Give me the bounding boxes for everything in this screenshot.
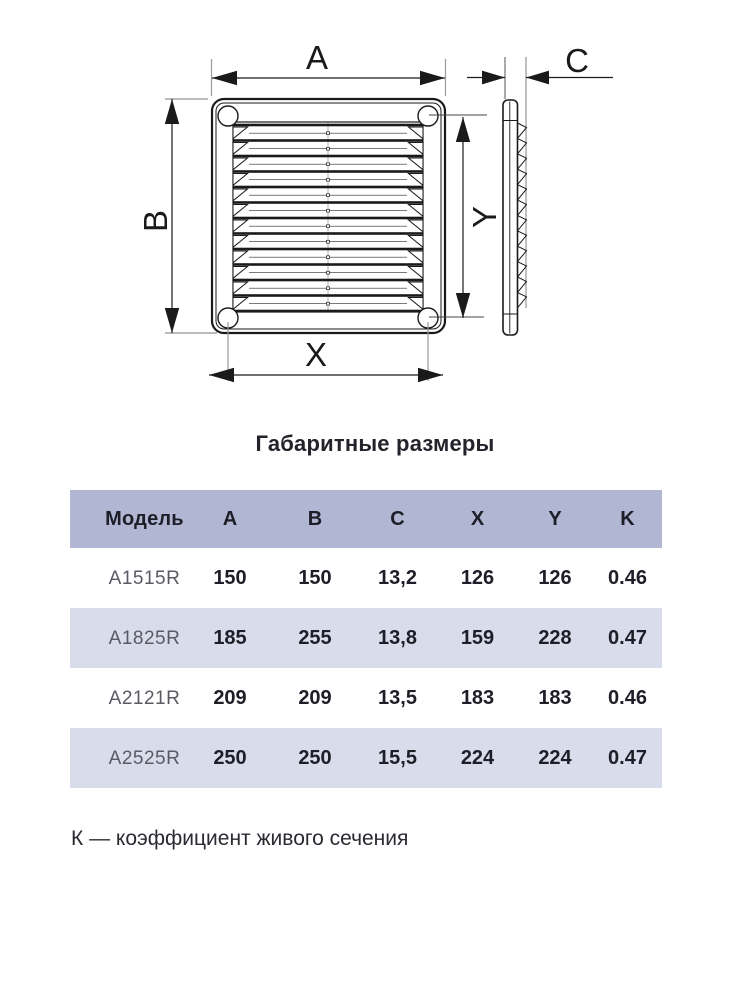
value-cell: 0.46 bbox=[608, 687, 647, 709]
value-cell: 209 bbox=[213, 687, 247, 709]
model-cell: A2121R bbox=[108, 687, 181, 709]
value-cell: 13,5 bbox=[378, 687, 417, 709]
value-cell: 183 bbox=[538, 687, 572, 709]
table-row bbox=[70, 728, 662, 788]
table-row bbox=[70, 548, 662, 608]
section-title: Габаритные размеры bbox=[255, 431, 495, 456]
dimensions-table bbox=[70, 490, 662, 788]
value-cell: 15,5 bbox=[378, 747, 417, 769]
model-cell: A1515R bbox=[108, 567, 181, 589]
value-cell: 228 bbox=[538, 627, 572, 649]
dim-label-x: X bbox=[304, 336, 328, 373]
column-header-b: B bbox=[307, 508, 323, 530]
front-view bbox=[212, 99, 445, 333]
column-header-model: Модель bbox=[105, 508, 184, 530]
model-cell: A2525R bbox=[108, 747, 181, 769]
value-cell: 126 bbox=[460, 567, 495, 589]
dim-label-a: A bbox=[305, 39, 329, 76]
table-header-row bbox=[70, 490, 662, 548]
value-cell: 159 bbox=[460, 627, 495, 649]
column-header-a: A bbox=[222, 508, 238, 530]
column-header-x: X bbox=[470, 508, 485, 530]
value-cell: 150 bbox=[213, 567, 247, 589]
model-cell: A1825R bbox=[108, 627, 181, 649]
dimension-c bbox=[467, 42, 613, 99]
dim-label-b: B bbox=[137, 209, 174, 233]
value-cell: 13,8 bbox=[378, 627, 417, 649]
value-cell: 185 bbox=[213, 627, 247, 649]
value-cell: 250 bbox=[298, 747, 332, 769]
side-view bbox=[503, 57, 527, 335]
dim-label-c: C bbox=[565, 42, 589, 79]
dimension-b bbox=[137, 99, 217, 333]
value-cell: 209 bbox=[298, 687, 332, 709]
column-header-k: K bbox=[620, 508, 635, 530]
value-cell: 224 bbox=[460, 747, 495, 769]
value-cell: 0.46 bbox=[608, 567, 647, 589]
value-cell: 224 bbox=[538, 747, 572, 769]
dimension-a bbox=[212, 39, 446, 96]
column-header-y: Y bbox=[548, 508, 562, 530]
value-cell: 183 bbox=[460, 687, 495, 709]
value-cell: 13,2 bbox=[378, 567, 417, 589]
value-cell: 255 bbox=[298, 627, 332, 649]
side-profile bbox=[503, 100, 518, 335]
value-cell: 150 bbox=[298, 567, 332, 589]
dim-label-y: Y bbox=[466, 205, 503, 229]
value-cell: 0.47 bbox=[608, 627, 647, 649]
table-row bbox=[70, 668, 662, 728]
table-row bbox=[70, 608, 662, 668]
dimension-drawing bbox=[0, 0, 750, 420]
value-cell: 126 bbox=[538, 567, 572, 589]
value-cell: 250 bbox=[213, 747, 247, 769]
column-header-c: C bbox=[390, 508, 405, 530]
value-cell: 0.47 bbox=[608, 747, 647, 769]
footnote: К — коэффициент живого сечения bbox=[71, 827, 409, 850]
